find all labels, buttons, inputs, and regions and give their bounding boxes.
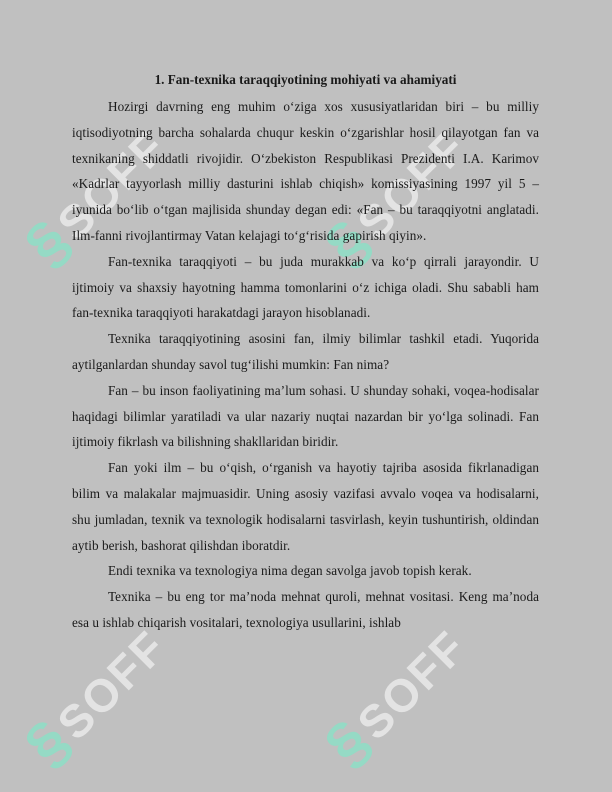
paragraph: Texnika – bu eng tor ma’noda mehnat quroli, mehnat vositasi. Keng ma’noda esa u ishlab chiqarish vositalari, texnologiya usullarini, ishlab — [72, 589, 539, 630]
watermark-text: SOFF — [347, 620, 477, 750]
watermark-text: SOFF — [347, 120, 477, 250]
section-title: 1. Fan-texnika taraqqiyotining mohiyati va ahamiyati — [154, 72, 457, 87]
watermark-text: SOFF — [47, 620, 177, 750]
watermark-symbol-icon: § — [311, 707, 383, 779]
paragraph: Hozirgi davrning eng muhim o‘ziga xos xususiyatlaridan biri – bu milliy iqtisodiyotning barcha sohalarda chuqur keskin o‘zgarishlar hosil qilayotgan fan va texnikaning shiddatli rivojidir. O‘zbekiston Respublikasi Prezidenti I.A. Karimov «Kadrlar tayyorlash milliy dasturini ishlab chiqish» komissiyasining 1997 yil 5 – iyunida bo‘lib o‘tgan majlisida shunday degan edi: «Fan – bu taraqqiyotni anglatadi. Ilm-fanni rivojlantirmay Vatan kelajagi to‘g‘risida gapirish qiyin». — [72, 99, 539, 243]
watermark-symbol-icon: § — [311, 207, 383, 279]
watermark-bottom-right — [311, 611, 479, 779]
paragraph: Texnika taraqqiyotining asosini fan, ilmiy bilimlar tashkil etadi. Yuqorida aytilganlardan shunday savol tug‘ilishi mumkin: Fan nima? — [72, 331, 539, 372]
watermark-bottom-left — [11, 611, 179, 779]
watermark-text: SOFF — [47, 120, 177, 250]
watermark-symbol-icon: § — [11, 707, 83, 779]
document-page — [72, 70, 539, 636]
paragraph: Fan-texnika taraqqiyoti – bu juda murakkab va ko‘p qirrali jarayondir. U ijtimoiy va shaxsiy hayotning hamma tomonlarini o‘z ichiga oladi. Shu sababli ham fan-texnika taraqqiyoti harakatdagi jarayon hisoblanadi. — [72, 253, 539, 321]
watermark-symbol-icon: § — [11, 207, 83, 279]
paragraph: Endi texnika va texnologiya nima degan savolga javob topish kerak. — [108, 563, 472, 579]
paragraph: Fan yoki ilm – bu o‘qish, o‘rganish va hayotiy tajriba asosida fikrlanadigan bilim va malakalar majmuasidir. Uning asosiy vazifasi avvalo voqea va hodisalarni, shu jumladan, texnik va texnologik hodisalarni tasvirlash, keyin tushuntirish, oldindan aytib berish, bashorat qilishdan iboratdir. — [72, 460, 539, 553]
paragraph: Fan – bu inson faoliyatining ma’lum sohasi. U shunday sohaki, voqea-hodisalar haqidagi bilimlar yaratiladi va ular nazariy nuqtai nazardan bir yo‘lga solinadi. Fan ijtimoiy fikrlash va bilishning shakllaridan biridir. — [72, 382, 539, 450]
